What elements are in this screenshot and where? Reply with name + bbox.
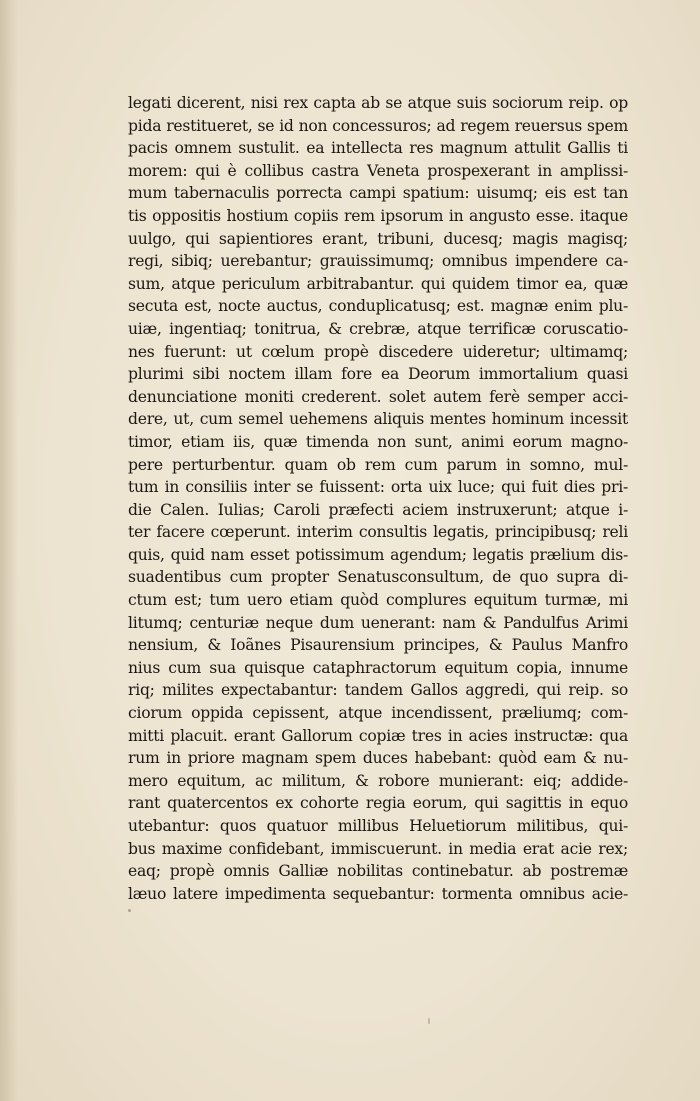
text-line: die Calen. Iulias; Caroli præfecti aciem instruxerunt; atque i- (128, 500, 628, 519)
body-text (128, 92, 628, 905)
text-line: rum in priore magnam spem duces habebant: quòd eam & nu- (128, 749, 628, 768)
text-line: mero equitum, ac militum, & robore munierant: eiq; addide- (128, 771, 628, 790)
text-line: plurimi sibi noctem illam fore ea Deorum immortalium quasi (128, 365, 628, 384)
text-line: nes fuerunt: ut cœlum propè discedere uideretur; ultimamq; (128, 342, 628, 361)
text-line: legati dicerent, nisi rex capta ab se atque suis sociorum reip. op (128, 94, 628, 112)
text-line: pere perturbentur. quam ob rem cum parum in somno, mul- (128, 455, 628, 474)
text-line: pida restitueret, se id non concessuros; ad regem reuersus spem (128, 116, 628, 135)
text-line: læuo latere impedimenta sequebantur: tormenta omnibus acie- (128, 884, 628, 903)
text-line: secuta est, nocte auctus, conduplicatusq; est. magnæ enim plu- (128, 297, 628, 316)
text-line: rant quatercentos ex cohorte regia eorum, qui sagittis in equo (128, 794, 628, 813)
text-line: pacis omnem sustulit. ea intellecta res magnum attulit Gallis ti (128, 139, 628, 158)
text-line: tis oppositis hostium copiis rem ipsorum in angusto esse. itaque (128, 206, 628, 225)
text-line: dere, ut, cum semel uehemens aliquis mentes hominum incessit (128, 410, 628, 429)
text-line: eaq; propè omnis Galliæ nobilitas continebatur. ab postremæ (128, 862, 628, 881)
text-line: uiæ, ingentiaq; tonitrua, & crebræ, atque terrificæ coruscatio- (128, 319, 628, 338)
text-line: denunciatione moniti crederent. solet autem ferè semper acci- (128, 387, 628, 406)
text-line: litumq; centuriæ neque dum uenerant: nam & Pandulfus Arimi (128, 613, 628, 632)
text-line: regi, sibiq; uerebantur; grauissimumq; omnibus impendere ca- (128, 252, 628, 271)
text-line: ciorum oppida cepissent, atque incendissent, præliumq; com- (128, 704, 628, 723)
text-line: ctum est; tum uero etiam quòd complures equitum turmæ, mi (128, 591, 628, 610)
text-line: morem: qui è collibus castra Veneta prospexerant in amplissi- (128, 161, 628, 180)
paper-mark (428, 1018, 430, 1024)
text-line: bus maxime confidebant, immiscuerunt. in media erat acie rex; (128, 839, 628, 858)
text-line: tum in consiliis inter se fuissent: orta uix luce; qui fuit dies pri- (128, 478, 628, 497)
text-line: mitti placuit. erant Gallorum copiæ tres in acies instructæ: qua (128, 726, 628, 745)
page-gutter-shadow (0, 0, 18, 1101)
text-line: riq; milites expectabantur: tandem Gallos aggredi, qui reip. so (128, 681, 628, 700)
text-line: utebantur: quos quatuor millibus Heluetiorum militibus, qui- (128, 817, 628, 835)
ink-speck (128, 909, 131, 912)
text-line: nensium, & Ioãnes Pisaurensium principes, & Paulus Manfro (128, 636, 628, 655)
text-line: mum tabernaculis porrecta campi spatium: uisumq; eis est tan (128, 184, 628, 203)
text-line: timor, etiam iis, quæ timenda non sunt, animi eorum magno- (128, 432, 628, 451)
text-line: ter facere cœperunt. interim consultis legatis, principibusq; reli (128, 523, 628, 542)
text-line: nius cum sua quisque cataphractorum equitum copia, innume (128, 658, 628, 677)
text-line: sum, atque periculum arbitrabantur. qui quidem timor ea, quæ (128, 274, 628, 293)
text-line: uulgo, qui sapientiores erant, tribuni, ducesq; magis magisq; (128, 229, 628, 248)
text-line: quis, quid nam esset potissimum agendum; legatis prælium dis- (128, 545, 628, 564)
text-line: suadentibus cum propter Senatusconsultum, de quo supra di- (128, 568, 628, 587)
